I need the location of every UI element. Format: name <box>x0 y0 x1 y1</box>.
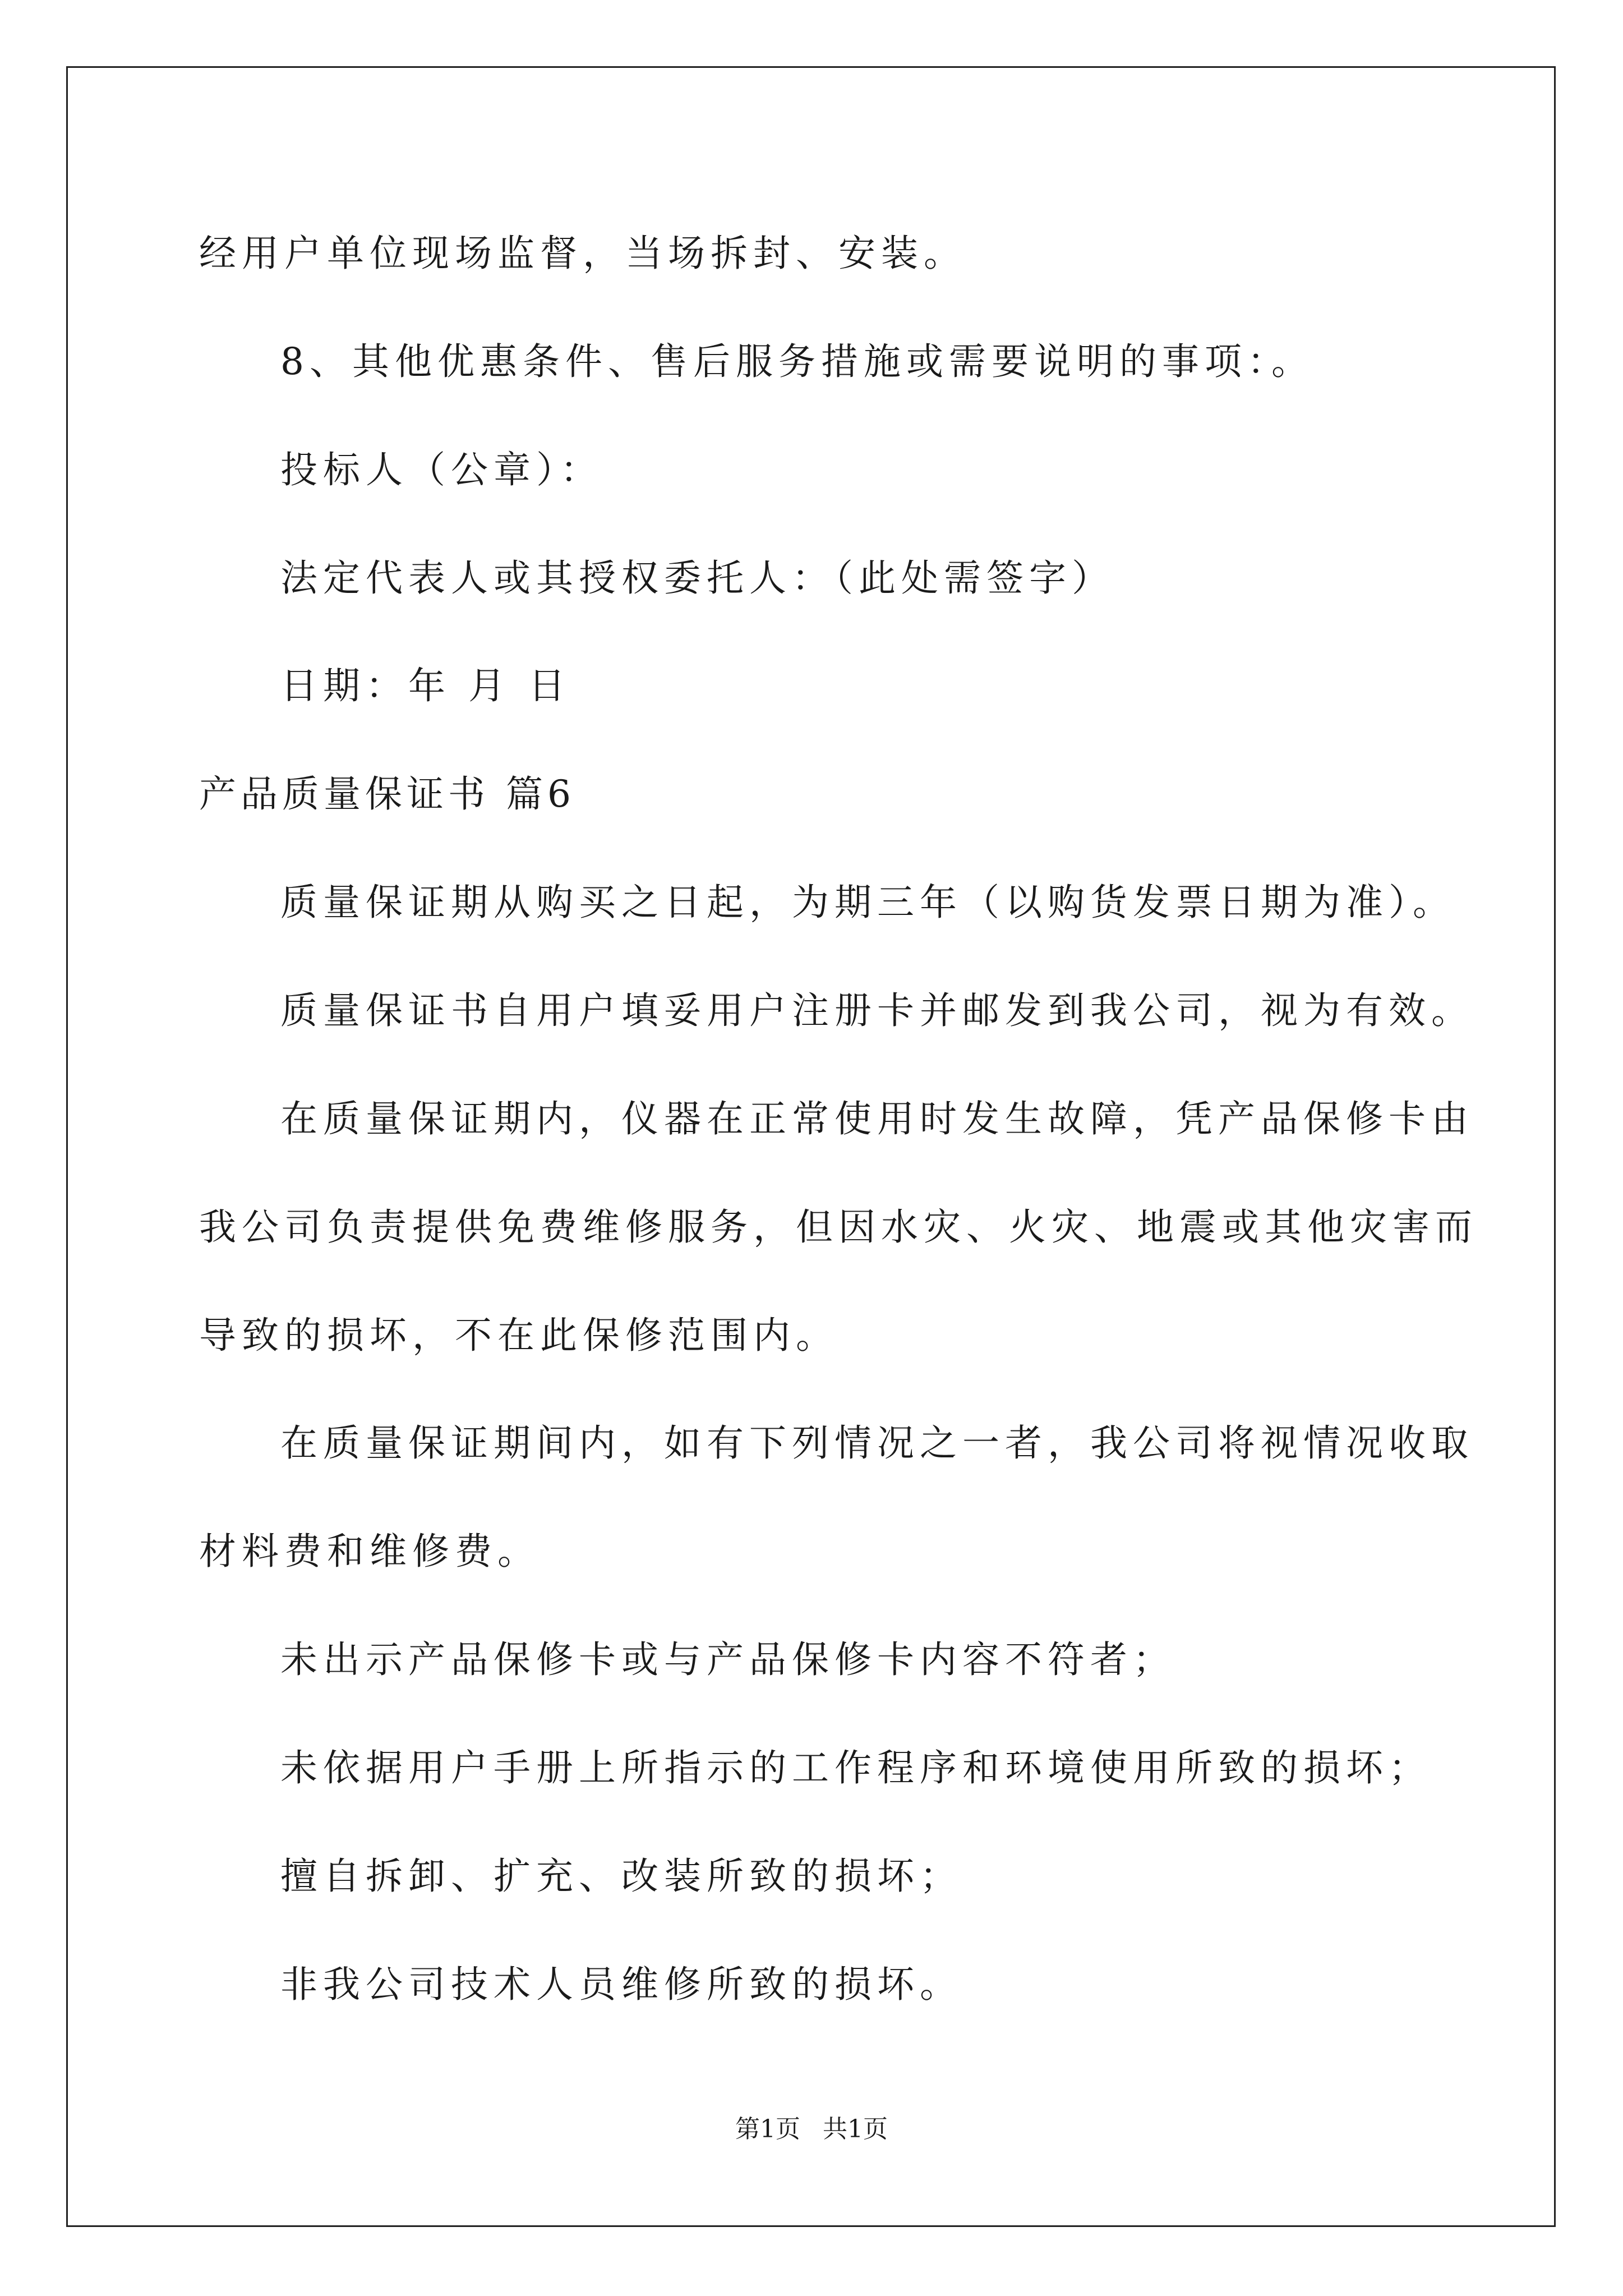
body-line: 导致的损坏，不在此保修范围内。 <box>199 1314 838 1357</box>
body-line: 法定代表人或其授权委托人：（此处需签字） <box>280 556 1114 600</box>
body-line: 未出示产品保修卡或与产品保修卡内容不符者； <box>280 1638 1175 1681</box>
body-line: 8、其他优惠条件、售后服务措施或需要说明的事项：。 <box>280 340 1314 383</box>
body-line: 质量保证期从购买之日起，为期三年（以购货发票日期为准）。 <box>280 881 1455 924</box>
page-total: 共1页 <box>823 2115 888 2143</box>
page-number: 第1页 <box>735 2115 800 2143</box>
body-line: 非我公司技术人员维修所致的损坏。 <box>280 1963 962 2006</box>
page-footer <box>0 2114 1623 2145</box>
body-line: 投标人（公章）： <box>280 448 603 491</box>
body-line: 经用户单位现场监督，当场拆封、安装。 <box>199 232 966 275</box>
body-line: 在质量保证期间内，如有下列情况之一者，我公司将视情况收取 <box>280 1421 1474 1465</box>
body-line: 我公司负责提供免费维修服务，但因水灾、火灾、地震或其他灾害而 <box>199 1205 1478 1249</box>
section-heading: 产品质量保证书 篇6 <box>199 772 575 816</box>
body-line: 材料费和维修费。 <box>199 1530 540 1573</box>
body-line: 日期：年 月 日 <box>280 664 571 707</box>
body-line: 未依据用户手册上所指示的工作程序和环境使用所致的损坏； <box>280 1746 1431 1789</box>
body-line: 质量保证书自用户填妥用户注册卡并邮发到我公司，视为有效。 <box>280 989 1474 1032</box>
body-line: 擅自拆卸、扩充、改装所致的损坏； <box>280 1855 962 1898</box>
body-line: 在质量保证期内，仪器在正常使用时发生故障，凭产品保修卡由 <box>280 1097 1474 1140</box>
page-border <box>66 66 1556 2227</box>
